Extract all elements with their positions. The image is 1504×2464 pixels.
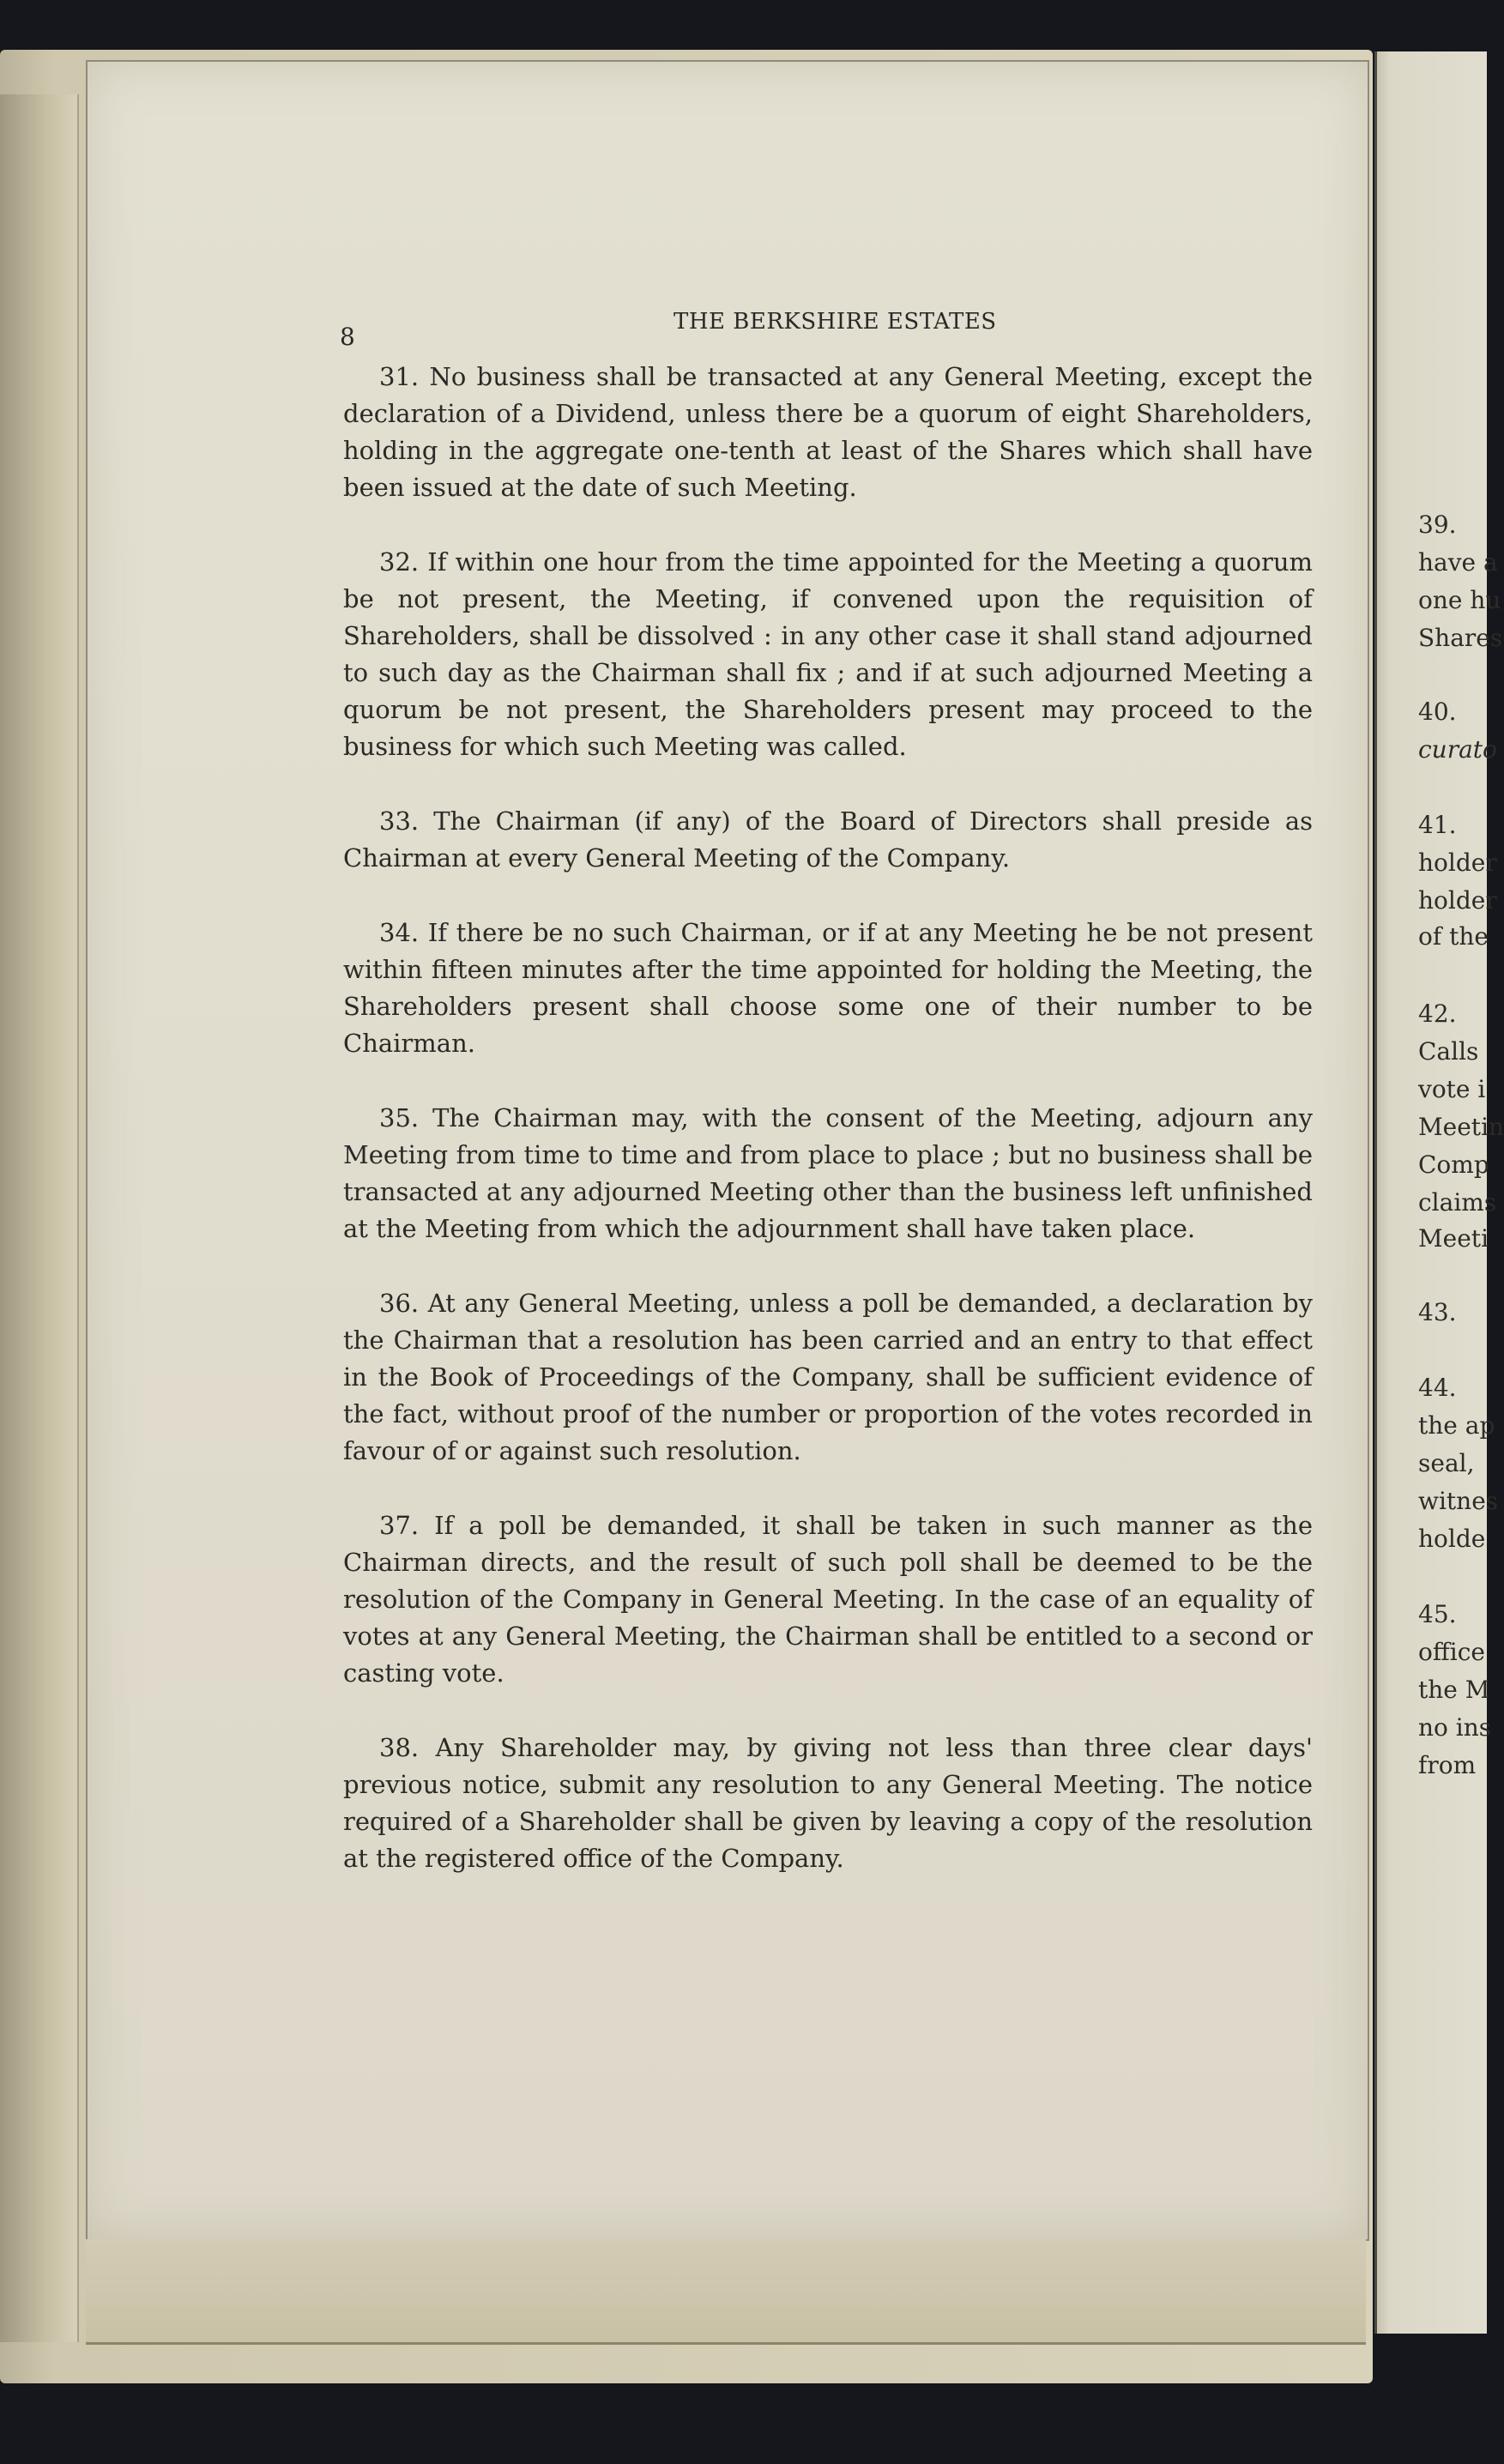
facing-fragment: seal, bbox=[1418, 1449, 1475, 1477]
paragraph-number: 38. bbox=[379, 1733, 420, 1762]
facing-fragment: 41. bbox=[1418, 811, 1457, 839]
facing-fragment: the ap bbox=[1418, 1411, 1495, 1440]
facing-fragment: 42. bbox=[1418, 999, 1457, 1028]
facing-fragment: Comp bbox=[1418, 1150, 1489, 1179]
paragraph-number: 32. bbox=[379, 547, 420, 577]
paragraph-number: 33. bbox=[379, 806, 420, 836]
paragraph-text: At any General Meeting, unless a poll be demanded, a declaration by the Chairman that a resolution has been carried and an entry to that effect in the Book of Proceedings of the Company, shall be sufficient evidence of the fact, without proof of the number or proportion of the votes recorded in favour of or against such resolution. bbox=[343, 1289, 1314, 1465]
facing-fragment: of the bbox=[1418, 922, 1489, 951]
body-text bbox=[343, 359, 1313, 1915]
paragraph-text: The Chairman may, with the consent of the Meeting, adjourn any Meeting from time to time and from place to place ; but no business shall be transacted at any adjourned Meeting other than the business left unfinished at the Meeting from which the adjournment shall have taken place. bbox=[343, 1103, 1313, 1243]
facing-fragment: Meetin bbox=[1418, 1113, 1504, 1141]
facing-fragment: 44. bbox=[1418, 1374, 1457, 1402]
paragraph-number: 37. bbox=[379, 1511, 420, 1540]
paragraph-33 bbox=[343, 803, 1313, 877]
facing-fragment: one hu bbox=[1418, 586, 1501, 614]
facing-fragment: no ins bbox=[1418, 1713, 1492, 1742]
facing-fragment: the M bbox=[1418, 1676, 1490, 1704]
paragraph-text: No business shall be transacted at any General Meeting, except the declaration of a Dividend, unless there be a quorum of eight Shareholders, holding in the aggregate one-tenth at least of the Shares which shall have been issued at the date of such Meeting. bbox=[343, 362, 1313, 502]
paragraph-35 bbox=[343, 1100, 1313, 1247]
paragraph-text: If a poll be demanded, it shall be taken in such manner as the Chairman directs, and the result of such poll shall be deemed to be the resolution of the Company in General Meeting. In the case of an equality of votes at any General Meeting, the Chairman shall be entitled to a second or casting vote. bbox=[343, 1511, 1313, 1688]
facing-fragment: have a bbox=[1418, 548, 1498, 577]
facing-fragment: holder bbox=[1418, 849, 1497, 877]
facing-fragment: office bbox=[1418, 1638, 1485, 1666]
facing-fragment: witnes bbox=[1418, 1487, 1499, 1515]
facing-fragment: from bbox=[1418, 1751, 1477, 1779]
paragraph-text: If there be no such Chairman, or if at any Meeting he be not present within fifteen minutes after the time appointed for holding the Meeting, the Shareholders present shall choose some one of their number to be Chairman. bbox=[343, 918, 1313, 1058]
paragraph-text: If within one hour from the time appointed for the Meeting a quorum be not present, the Meeting, if convened upon the requisition of Shareholders, shall be dissolved : in any other case it shall stand adjourned to such day as the Chairman shall fix ; and if at such adjourned Meeting a quorum be not present, the Shareholders present may proceed to the business for which such Meeting was called. bbox=[343, 547, 1314, 761]
paragraph-32 bbox=[343, 544, 1313, 765]
paragraph-38 bbox=[343, 1730, 1313, 1877]
facing-fragment: Shares bbox=[1418, 624, 1503, 652]
paragraph-number: 35. bbox=[379, 1103, 420, 1132]
facing-fragment: Calls bbox=[1418, 1037, 1479, 1066]
running-title: THE BERKSHIRE ESTATES bbox=[673, 309, 997, 335]
paragraph-34 bbox=[343, 915, 1313, 1062]
facing-fragment: 43. bbox=[1418, 1298, 1457, 1326]
left-page-edges bbox=[0, 94, 79, 2342]
facing-fragment: claims bbox=[1418, 1188, 1497, 1217]
facing-fragment: 45. bbox=[1418, 1600, 1457, 1628]
facing-fragment: holder bbox=[1418, 886, 1497, 915]
facing-fragment: vote i bbox=[1418, 1075, 1486, 1103]
paragraph-number: 36. bbox=[379, 1289, 420, 1318]
facing-page-edge bbox=[1374, 51, 1504, 2334]
paragraph-number: 34. bbox=[379, 918, 420, 947]
facing-fragment: 39. bbox=[1418, 510, 1457, 539]
paragraph-36 bbox=[343, 1285, 1313, 1470]
facing-fragment: Meeti bbox=[1418, 1224, 1489, 1253]
paragraph-text: Any Shareholder may, by giving not less than three clear days' previous notice, submit any resolution to any General Meeting. The notice required of a Shareholder shall be given by leaving a copy of the resolution at the registered office of the Company. bbox=[343, 1733, 1314, 1873]
facing-fragment: holde bbox=[1418, 1525, 1486, 1553]
paragraph-number: 31. bbox=[379, 362, 420, 391]
facing-fragment: curato bbox=[1418, 735, 1497, 764]
page-number: 8 bbox=[340, 323, 355, 351]
facing-fragment: 40. bbox=[1418, 698, 1457, 726]
page-bottom-edge bbox=[86, 2239, 1366, 2345]
paragraph-31 bbox=[343, 359, 1313, 506]
paragraph-37 bbox=[343, 1507, 1313, 1692]
paragraph-text: The Chairman (if any) of the Board of Directors shall preside as Chairman at every General Meeting of the Company. bbox=[343, 806, 1314, 873]
